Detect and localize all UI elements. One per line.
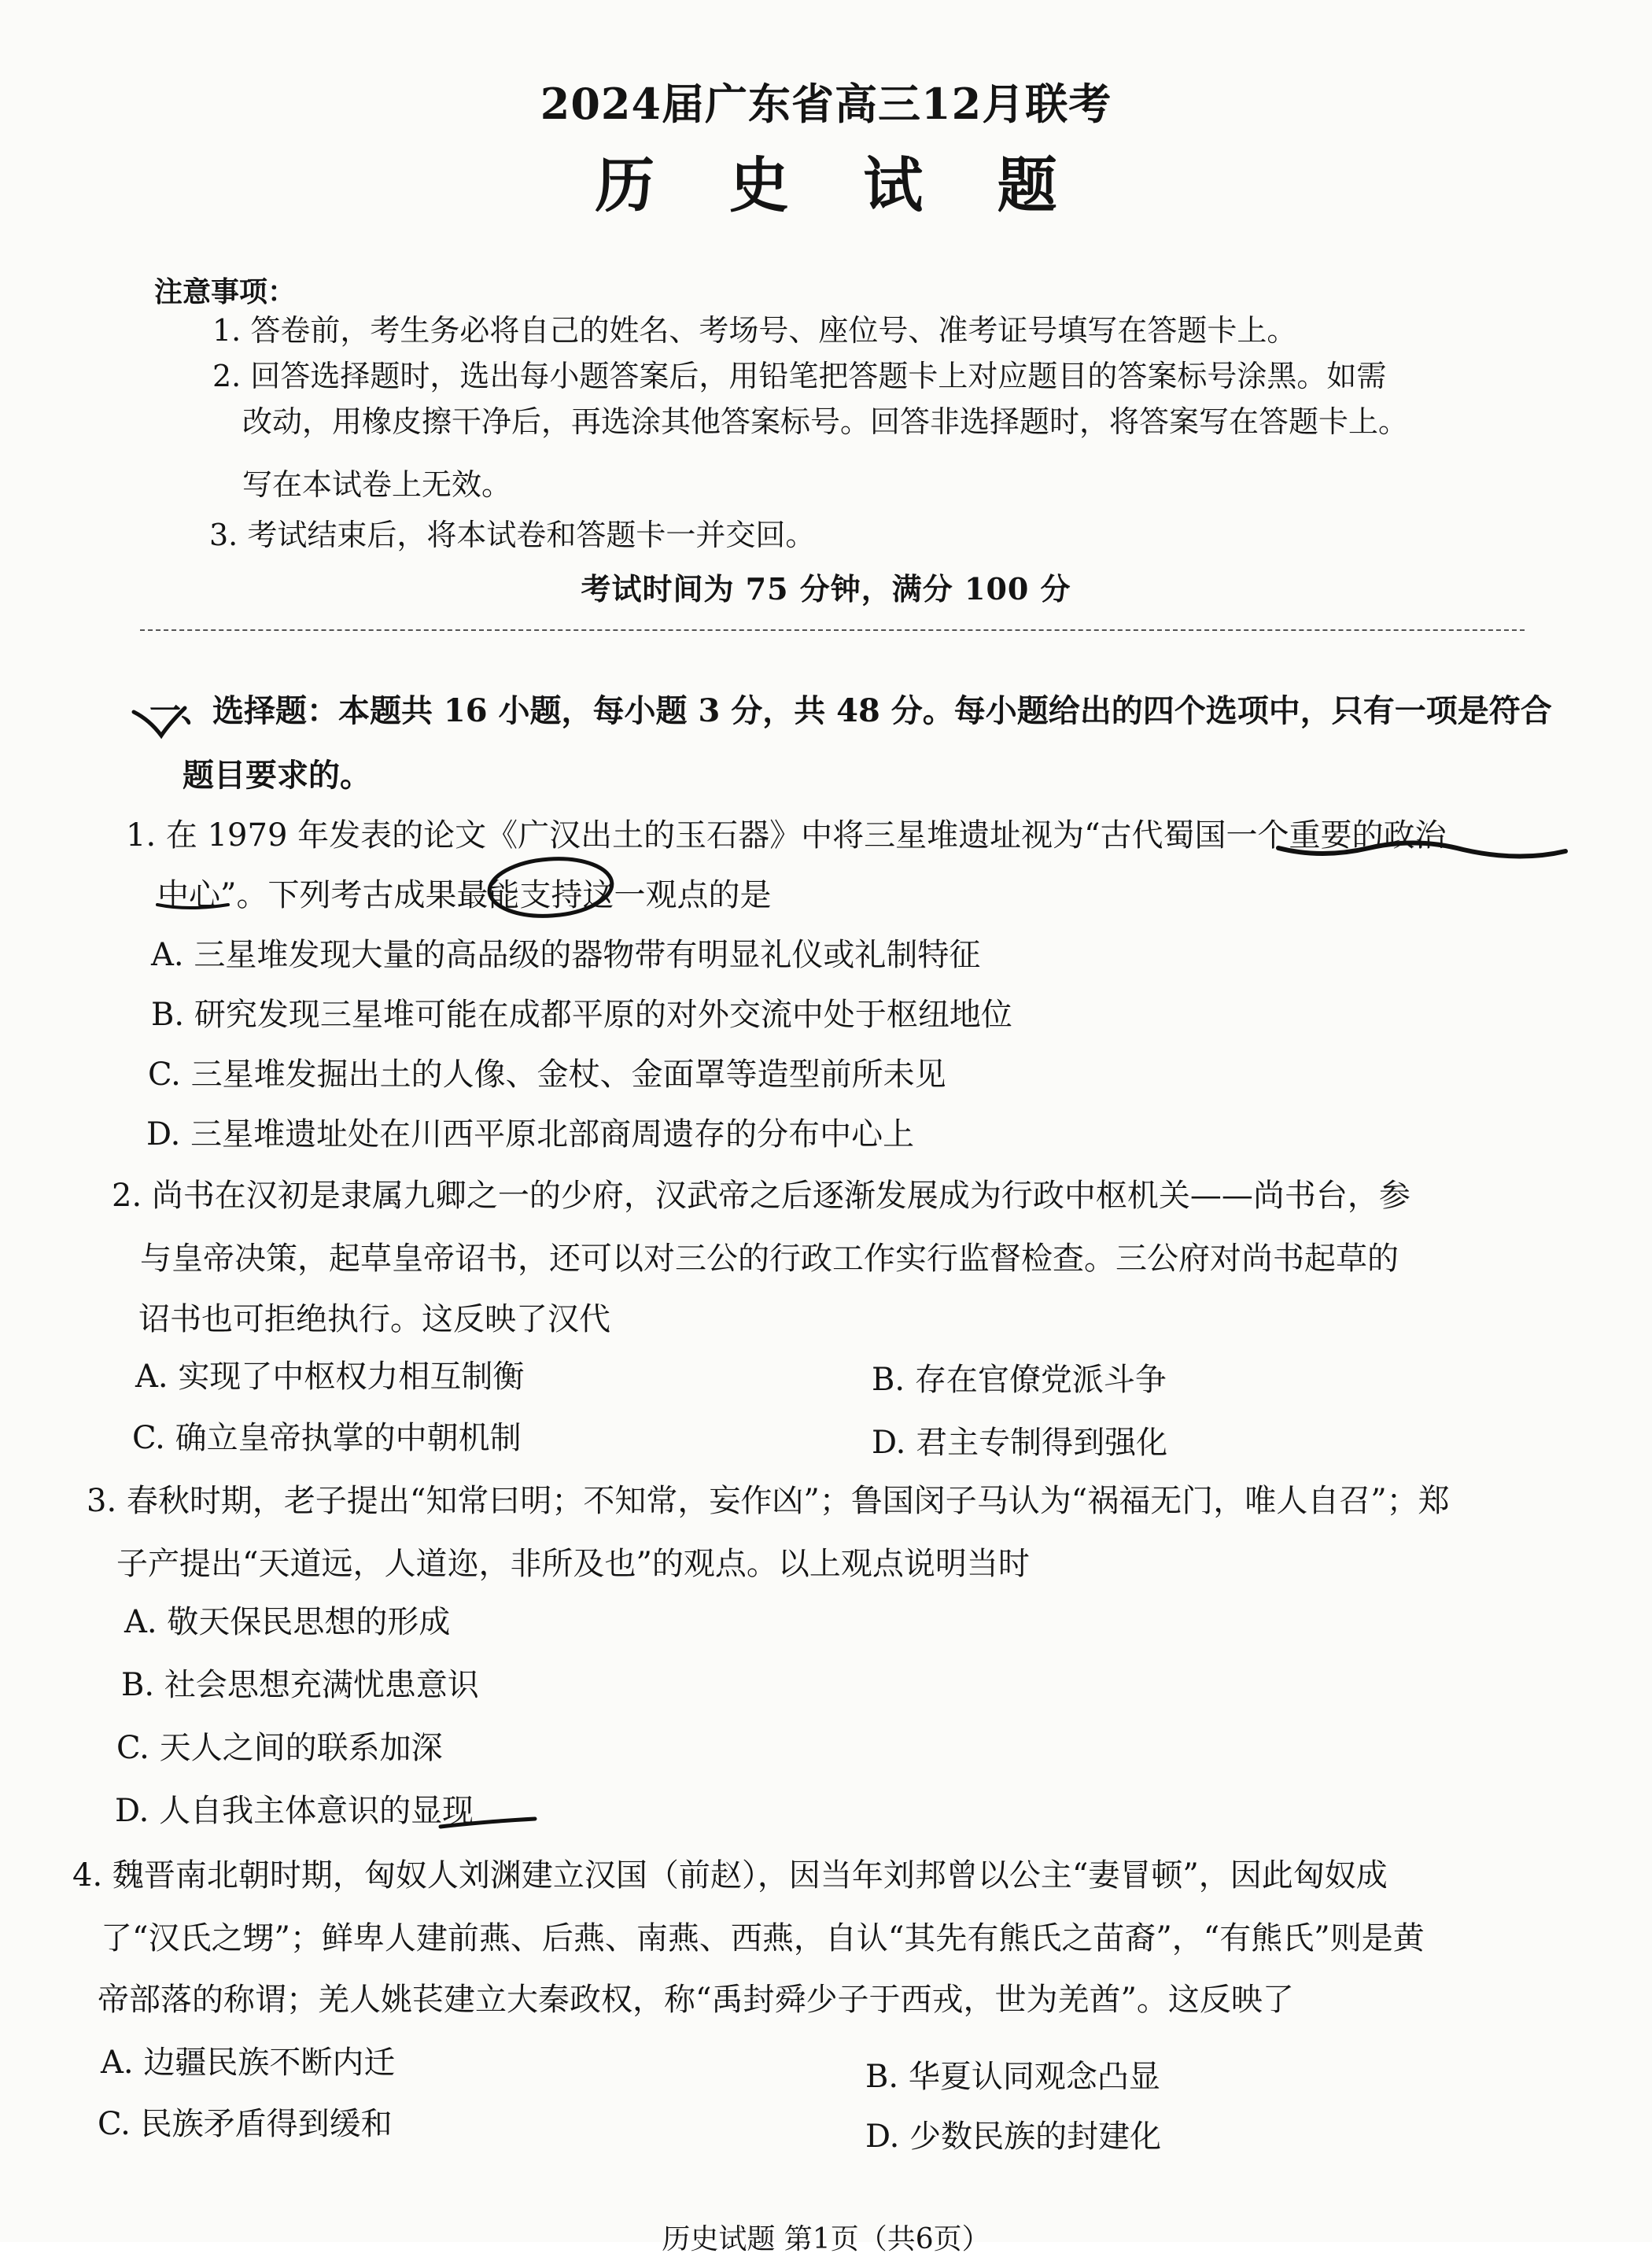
question-4-stem-cont: 了“汉氏之甥”；鲜卑人建前燕、后燕、南燕、西燕，自认“其先有熊氏之苗裔”，“有熊氏”则是黄 (101, 1920, 1425, 1956)
question-2-option-a: A. 实现了中枢权力相互制衡 (135, 1359, 525, 1395)
exam-time: 考试时间为 75 分钟，满分 100 分 (581, 571, 1071, 607)
question-3-option-b: B. 社会思想充满忧患意识 (121, 1667, 479, 1703)
question-4-option-c: C. 民族矛盾得到缓和 (98, 2106, 393, 2142)
notice-item-2-cont2: 写在本试卷上无效。 (242, 467, 512, 502)
question-2-stem: 2. 尚书在汉初是隶属九卿之一的少府，汉武帝之后逐渐发展成为行政中枢机关——尚书台，参 (112, 1178, 1410, 1214)
question-4-stem: 4. 魏晋南北朝时期，匈奴人刘渊建立汉国（前赵），因当年刘邦曾以公主“妻冒顿”，因此匈奴成 (72, 1857, 1388, 1894)
notice-item-3: 3. 考试结束后，将本试卷和答题卡一并交回。 (209, 518, 816, 552)
question-2-stem-cont2: 诏书也可拒绝执行。这反映了汉代 (138, 1301, 610, 1337)
question-1-option-b: B. 研究发现三星堆可能在成都平原的对外交流中处于枢纽地位 (151, 997, 1012, 1033)
question-4-option-a: A. 边疆民族不断内迁 (101, 2045, 396, 2081)
section-heading-cont: 题目要求的。 (183, 757, 371, 794)
question-3-stem-cont: 子产提出“天道远，人道迩，非所及也”的观点。以上观点说明当时 (116, 1546, 1030, 1582)
subject-title: 历 史 试 题 (595, 150, 1084, 220)
question-2-option-d: D. 君主专制得到强化 (872, 1425, 1168, 1461)
question-3-option-a: A. 敬天保民思想的形成 (124, 1604, 451, 1640)
notice-item-1: 1. 答卷前，考生务必将自己的姓名、考场号、座位号、准考证号填写在答题卡上。 (212, 313, 1297, 348)
question-1-stem: 1. 在 1979 年发表的论文《广汉出土的玉石器》中将三星堆遗址视为“古代蜀国一个重要的政治 (126, 817, 1447, 854)
question-1-stem-cont: 中心”。下列考古成果最能支持这一观点的是 (157, 877, 772, 913)
question-3-option-c: C. 天人之间的联系加深 (116, 1730, 443, 1766)
section-heading: 一、选择题：本题共 16 小题，每小题 3 分，共 48 分。每小题给出的四个选项中，只有一项是符合 (149, 692, 1552, 729)
divider (140, 629, 1525, 631)
question-4-option-b: B. 华夏认同观念凸显 (865, 2059, 1160, 2095)
notice-item-2-cont: 改动，用橡皮擦干净后，再选涂其他答案标号。回答非选择题时，将答案写在答题卡上。 (242, 404, 1409, 439)
question-1-option-d: D. 三星堆遗址处在川西平原北部商周遗存的分布中心上 (146, 1116, 915, 1152)
question-3-stem: 3. 春秋时期，老子提出“知常曰明；不知常，妄作凶”；鲁国闵子马认为“祸福无门，唯人自召”；郑 (87, 1483, 1450, 1519)
page-footer: 历史试题 第1页（共6页） (662, 2223, 990, 2255)
question-2-stem-cont: 与皇帝决策，起草皇帝诏书，还可以对三公的行政工作实行监督检查。三公府对尚书起草的 (140, 1241, 1399, 1277)
question-1-option-c: C. 三星堆发掘出土的人像、金杖、金面罩等造型前所未见 (148, 1057, 946, 1093)
notice-item-2: 2. 回答选择题时，选出每小题答案后，用铅笔把答题卡上对应题目的答案标号涂黑。如需 (212, 359, 1387, 393)
question-4-option-d: D. 少数民族的封建化 (865, 2119, 1162, 2155)
question-2-option-b: B. 存在官僚党派斗争 (872, 1362, 1167, 1398)
question-4-stem-cont2: 帝部落的称谓；羌人姚苌建立大秦政权，称“禹封舜少子于西戎，世为羌酋”。这反映了 (98, 1982, 1294, 2018)
question-2-option-c: C. 确立皇帝执掌的中朝机制 (132, 1420, 522, 1456)
question-1-option-a: A. 三星堆发现大量的高品级的器物带有明显礼仪或礼制特征 (151, 937, 981, 973)
question-3-option-d: D. 人自我主体意识的显现 (115, 1793, 474, 1829)
notice-heading: 注意事项： (154, 275, 297, 308)
exam-name: 2024届广东省高三12月联考 (540, 79, 1112, 129)
